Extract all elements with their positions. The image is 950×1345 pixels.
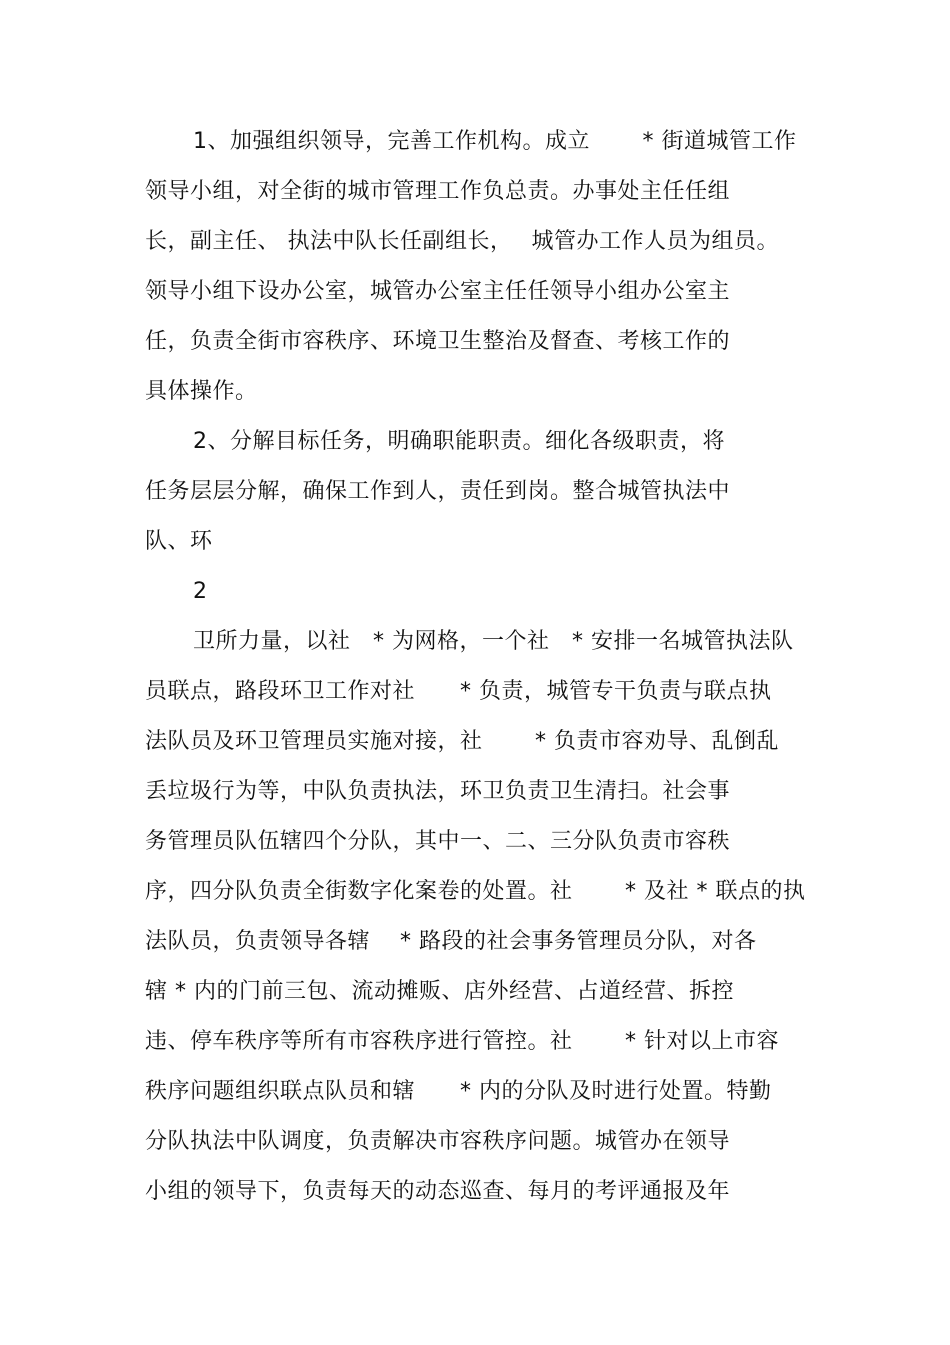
text-line: 违、停车秩序等所有市容秩序进行管控。社 * 针对以上市容: [145, 1029, 779, 1054]
text-line: 领导小组下设办公室，城管办公室主任任领导小组办公室主: [145, 279, 731, 304]
text-line: 1、加强组织领导，完善工作机构。成立 * 街道城管工作: [193, 129, 797, 154]
text-line: 序，四分队负责全街数字化案卷的处置。社 * 及社 * 联点的执: [145, 879, 806, 904]
text-line: 任，负责全街市容秩序、环境卫生整治及督查、考核工作的: [145, 329, 731, 354]
text-line: 分队执法中队调度，负责解决市容秩序问题。城管办在领导: [145, 1129, 731, 1154]
text-line: 秩序问题组织联点队员和辖 * 内的分队及时进行处置。特勤: [145, 1079, 772, 1104]
text-line: 任务层层分解，确保工作到人，责任到岗。整合城管执法中: [145, 479, 731, 504]
text-line: 2、分解目标任务，明确职能职责。细化各级职责，将: [193, 429, 725, 454]
text-line: 领导小组，对全街的城市管理工作负总责。办事处主任任组: [145, 179, 731, 204]
page-number: 2: [193, 579, 208, 604]
text-line: 法队员，负责领导各辖 * 路段的社会事务管理员分队，对各: [145, 929, 757, 954]
text-line: 卫所力量，以社 * 为网格，一个社 * 安排一名城管执法队: [193, 629, 794, 654]
text-line: 小组的领导下，负责每天的动态巡查、每月的考评通报及年: [145, 1179, 731, 1204]
text-line: 队、环: [145, 529, 213, 554]
text-line: 法队员及环卫管理员实施对接，社 * 负责市容劝导、乱倒乱: [145, 729, 779, 754]
text-line: 长，副主任、 执法中队长任副组长， 城管办工作人员为组员。: [145, 229, 779, 254]
text-line: 具体操作。: [145, 379, 258, 404]
text-line: 丢垃圾行为等，中队负责执法，环卫负责卫生清扫。社会事: [145, 779, 731, 804]
text-line: 员联点，路段环卫工作对社 * 负责，城管专干负责与联点执: [145, 679, 772, 704]
text-line: 务管理员队伍辖四个分队，其中一、二、三分队负责市容秩: [145, 829, 731, 854]
text-line: 辖 * 内的门前三包、流动摊贩、店外经营、占道经营、拆控: [145, 979, 734, 1004]
